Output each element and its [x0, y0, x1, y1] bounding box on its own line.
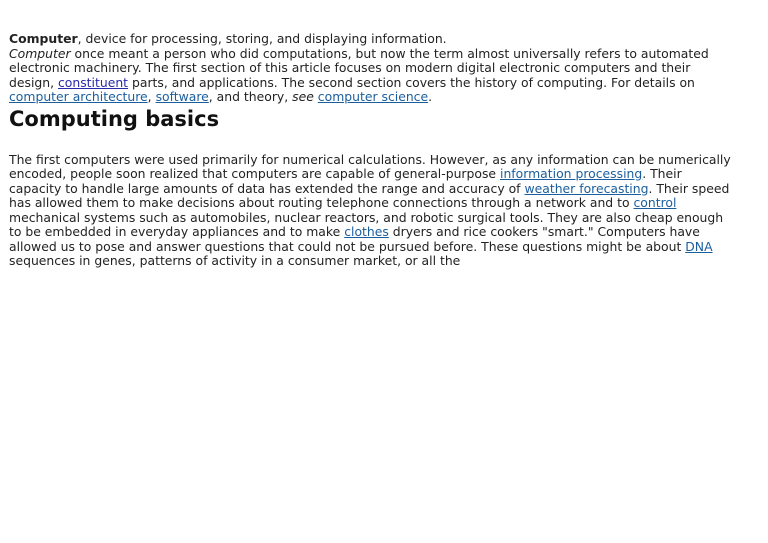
article: [9, 32, 737, 269]
link-software[interactable]: software: [155, 89, 209, 104]
section-text-3: . Their speed has allowed them to make decisions about routing telephone connections through a network and to: [9, 180, 730, 210]
see-word: see: [292, 89, 314, 104]
section-text-2: . Their capacity to handle large amounts of data has extended the range and accuracy of: [9, 166, 682, 196]
link-control[interactable]: control: [633, 195, 677, 210]
intro-text-1: once meant a person who did computations, but now the term almost universally refers to automated electronic machinery. The first section of this article focuses on modern digital electronic computers and their design,: [9, 45, 709, 90]
link-constituent[interactable]: constituent: [57, 74, 129, 90]
intro-text-3: ,: [147, 89, 156, 104]
intro-text-2: parts, and applications. The second section covers the history of computing. For details on: [128, 74, 695, 90]
link-dna[interactable]: DNA: [685, 238, 713, 254]
section-text-4: mechanical systems such as automobiles, nuclear reactors, and robotic surgical tools. They are also cheap enough to be embedded in everyday appliances and to make: [9, 209, 724, 239]
link-computer-architecture[interactable]: computer architecture: [9, 89, 148, 104]
link-computer-science[interactable]: computer science: [317, 89, 429, 104]
link-weather-forecasting[interactable]: weather forecasting: [524, 180, 649, 196]
section-heading: Computing basics: [9, 106, 220, 131]
link-clothes[interactable]: clothes: [344, 224, 389, 239]
intro-text-6: .: [428, 89, 433, 104]
lead-term: Computer: [9, 31, 78, 46]
section-text-5: dryers and rice cookers "smart." Computers have allowed us to pose and answer questions that could not be pursued before. These questions might be about: [9, 224, 700, 254]
intro-text-4: , and theory,: [208, 89, 293, 104]
lead-sentence: [9, 32, 737, 47]
section-text-1: The first computers were used primarily for numerical calculations. However, as any information can be numerically encoded, people soon realized that computers are capable of general-purpose: [9, 151, 731, 181]
section-paragraph: [9, 153, 737, 269]
link-information-processing[interactable]: information processing: [500, 166, 643, 181]
lead-definition: , device for processing, storing, and displaying information.: [77, 31, 447, 46]
section-text-6: sequences in genes, patterns of activity in a consumer market, or all the: [9, 253, 461, 268]
intro-paragraph: [9, 47, 737, 105]
intro-term: Computer: [9, 45, 71, 61]
